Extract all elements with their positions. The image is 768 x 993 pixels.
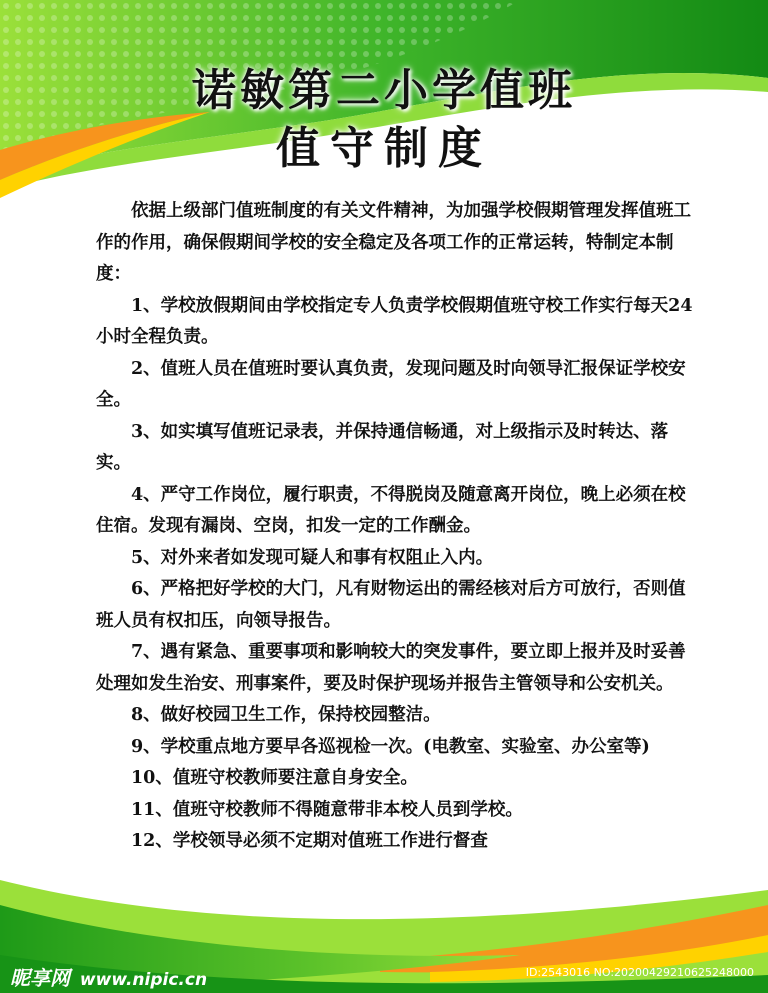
rule-item: 12、学校领导必须不定期对值班工作进行督查 [131, 831, 488, 851]
rule-item: 10、值班守校教师要注意自身安全。 [131, 768, 418, 788]
rule-item: 1、学校放假期间由学校指定专人负责学校假期值班守校工作实行每天24小时全程负责。 [96, 295, 693, 347]
watermark-id: ID:2543016 NO:20200429210625248000 [525, 966, 754, 979]
page-title-line2: 值守制度 [276, 123, 492, 174]
rule-item: 3、如实填写值班记录表，并保持通信畅通，对上级指示及时转达、落实。 [96, 421, 669, 473]
rule-item: 7、遇有紧急、重要事项和影响较大的突发事件，要立即上报并及时妥善处理如发生治安、刑事案件，要及时保护现场并报告主管领导和公安机关。 [96, 642, 686, 694]
rule-item: 8、做好校园卫生工作，保持校园整洁。 [131, 705, 441, 725]
watermark-url: www.nipic.cn [79, 970, 208, 990]
watermark-brand [10, 962, 207, 991]
rule-item: 4、严守工作岗位，履行职责，不得脱岗及随意离开岗位，晚上必须在校住宿。发现有漏岗、空岗，扣发一定的工作酬金。 [96, 484, 686, 536]
rule-item: 11、值班守校教师不得随意带非本校人员到学校。 [131, 799, 523, 820]
intro-paragraph: 依据上级部门值班制度的有关文件精神，为加强学校假期管理发挥值班工作的作用，确保假期间学校的安全稳定及各项工作的正常运转，特制定本制度： [96, 201, 691, 284]
rule-item: 9、学校重点地方要早各巡视检一次。(电教室、实验室、办公室等) [131, 736, 650, 757]
rule-item: 5、对外来者如发现可疑人和事有权阻止入内。 [131, 547, 494, 568]
rule-item: 6、严格把好学校的大门，凡有财物运出的需经核对后方可放行，否则值班人员有权扣压，向领导报告。 [96, 579, 686, 631]
rule-item: 2、值班人员在值班时要认真负责，发现问题及时向领导汇报保证学校安全。 [96, 358, 686, 410]
page-title-line1: 诺敏第二小学值班 [192, 65, 576, 116]
regulation-body [96, 196, 702, 858]
watermark-logo-text: 昵享网 [10, 966, 70, 990]
